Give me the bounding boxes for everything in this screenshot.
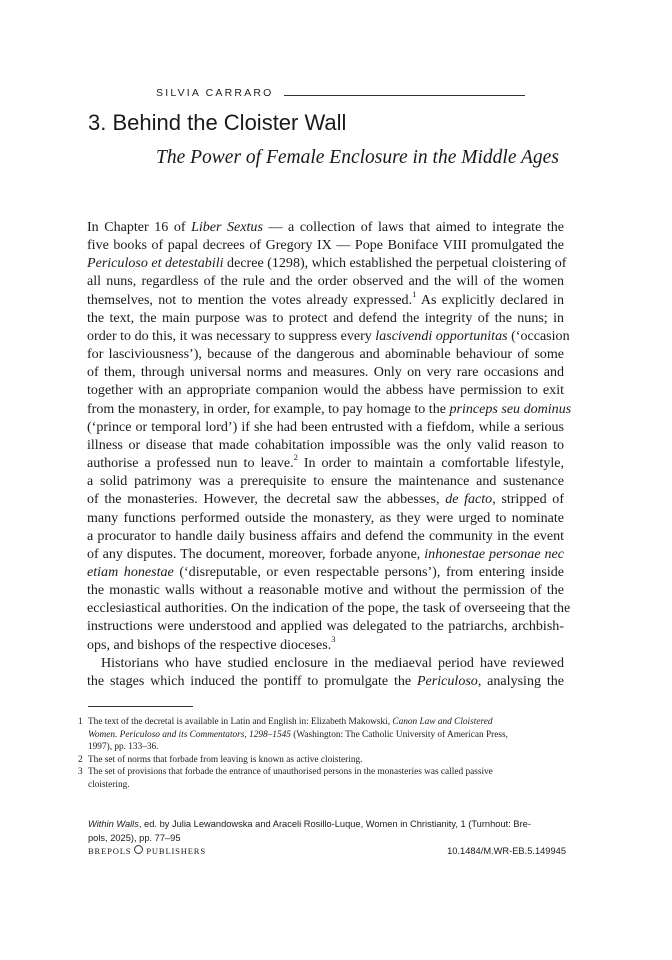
body-line: themselves, not to mention the votes already expressed.$^1$ As explicitly declared in <box>87 288 564 308</box>
body-line: ecclesiastical authorities. On the indication of the pope, the task of overseeing that the <box>87 600 571 617</box>
body-line: the stages which induced the pontiff to promulgate the Periculoso, analysing the <box>87 672 564 689</box>
body-text <box>87 218 572 690</box>
header-rule <box>284 95 525 96</box>
body-line: of any disputes. The document, moreover, forbade anyone, inhonestae personae nec <box>87 545 564 562</box>
footnote-ref-3[interactable]: 3 <box>331 633 336 644</box>
publisher-name-right: PUBLISHERS <box>146 846 206 856</box>
body-line: etiam honestae (‘disreputable, or even respectable persons’), from entering inside <box>87 563 564 580</box>
body-line: from the monastery, in order, for example, to pay homage to the princeps seu dominus <box>87 400 572 417</box>
chapter-title-text: Behind the Cloister Wall <box>112 110 347 135</box>
body-line: (‘prince or temporal lord’) if she had been entrusted with a fiefdom, while a serious <box>87 418 564 435</box>
footnote-line: The set of provisions that forbade the entrance of unauthorised persons in the monasteries was called passive <box>88 767 493 778</box>
publisher-name-left: BREPOLS <box>88 846 132 856</box>
page-footer <box>88 818 566 859</box>
footnote-item <box>78 754 568 767</box>
body-line: illness or disease that made cohabitation impossible was the only valid reason to <box>87 436 564 453</box>
citation-line: Within Walls, ed. by Julia Lewandowska and Araceli Rosillo-Luque, Women in Christianity, 1 (Turnhout: Bre- <box>88 819 531 829</box>
footnote-rule <box>88 706 193 707</box>
footnote-ref-2[interactable]: 2 <box>293 452 298 463</box>
chapter-number: 3. <box>88 110 107 135</box>
body-line: all nuns, regardless of the rule and the order observed and the will of the women <box>87 273 564 290</box>
body-line: a solid patrimony was a prerequisite to ensure the maintenance and sustenance <box>87 473 564 490</box>
footnote-line: cloistering. <box>88 779 130 790</box>
citation-line: pols, 2025), pp. 77–95 <box>88 832 181 843</box>
footnote-number: 2 <box>78 754 83 765</box>
body-line: the monastic walls without a reasonable motive and without the permission of the <box>87 582 564 599</box>
chapter-title <box>88 110 346 136</box>
body-line: the text, the main purpose was to protect and defend the integrity of the nuns; in <box>87 309 564 326</box>
footnote-number: 1 <box>78 717 83 727</box>
footnote-item <box>78 716 568 754</box>
body-line: together with an appropriate companion would the abbess have permission to exit <box>87 382 564 399</box>
running-header <box>156 85 526 105</box>
footnote-number: 3 <box>78 767 83 778</box>
publisher-logo <box>88 845 206 859</box>
body-line: of them, through universal norms and measures. Only on very rare occasions and <box>87 364 564 381</box>
footnotes <box>78 716 568 792</box>
body-line: of the monasteries. However, the decretal saw the abbesses, de facto, stripped of <box>87 491 565 508</box>
body-line: In Chapter 16 of Liber Sextus — a collection of laws that aimed to integrate the <box>87 219 565 235</box>
footnote-item <box>78 766 568 791</box>
doi-link[interactable]: 10.1484/M.WR-EB.5.149945 <box>447 846 566 856</box>
footnote-line: The text of the decretal is available in Latin and English in: Elizabeth Makowski, Canon Law and Cloistered <box>88 717 493 727</box>
footnote-line: The set of norms that forbade from leaving is known as active cloistering. <box>88 754 363 765</box>
body-line: five books of papal decrees of Gregory IX — Pope Boniface VIII promulgated the <box>87 237 564 254</box>
body-line: a procurator to handle daily business affairs and defend the community in the event <box>87 527 564 544</box>
body-line: many functions performed outside the monastery, as they were urged to nominate <box>87 509 564 526</box>
body-line: for lasciviousness’), because of the dangerous and abominable behaviour of some <box>87 346 564 363</box>
body-line: order to do this, it was necessary to suppress every lascivendi opportunitas (‘occasion <box>87 327 570 344</box>
brepols-logo-icon <box>134 845 143 854</box>
body-line: authorise a professed nun to leave.$^2$ In order to maintain a comfortable lifestyle, <box>87 452 565 472</box>
footer-bottom-line <box>88 845 566 859</box>
body-line: Periculoso et detestabili decree (1298), which established the perpetual cloistering of <box>87 255 567 272</box>
footnote-ref-1[interactable]: 1 <box>412 288 417 299</box>
footnote-line: 1997), pp. 133–36. <box>88 742 159 753</box>
footnote-line: Women. Periculoso and its Commentators, 1298–1545 (Washington: The Catholic University of American Press, <box>88 729 508 740</box>
body-line: instructions were understood and applied was delegated to the patriarchs, archbish- <box>87 618 564 635</box>
chapter-subtitle: The Power of Female Enclosure in the Middle Ages <box>156 147 559 168</box>
body-line: ops, and bishops of the respective dioceses.$^3$ <box>87 633 336 653</box>
running-header-author: SILVIA CARRARO <box>156 87 274 99</box>
body-line: Historians who have studied enclosure in the mediaeval period have reviewed <box>101 654 564 671</box>
